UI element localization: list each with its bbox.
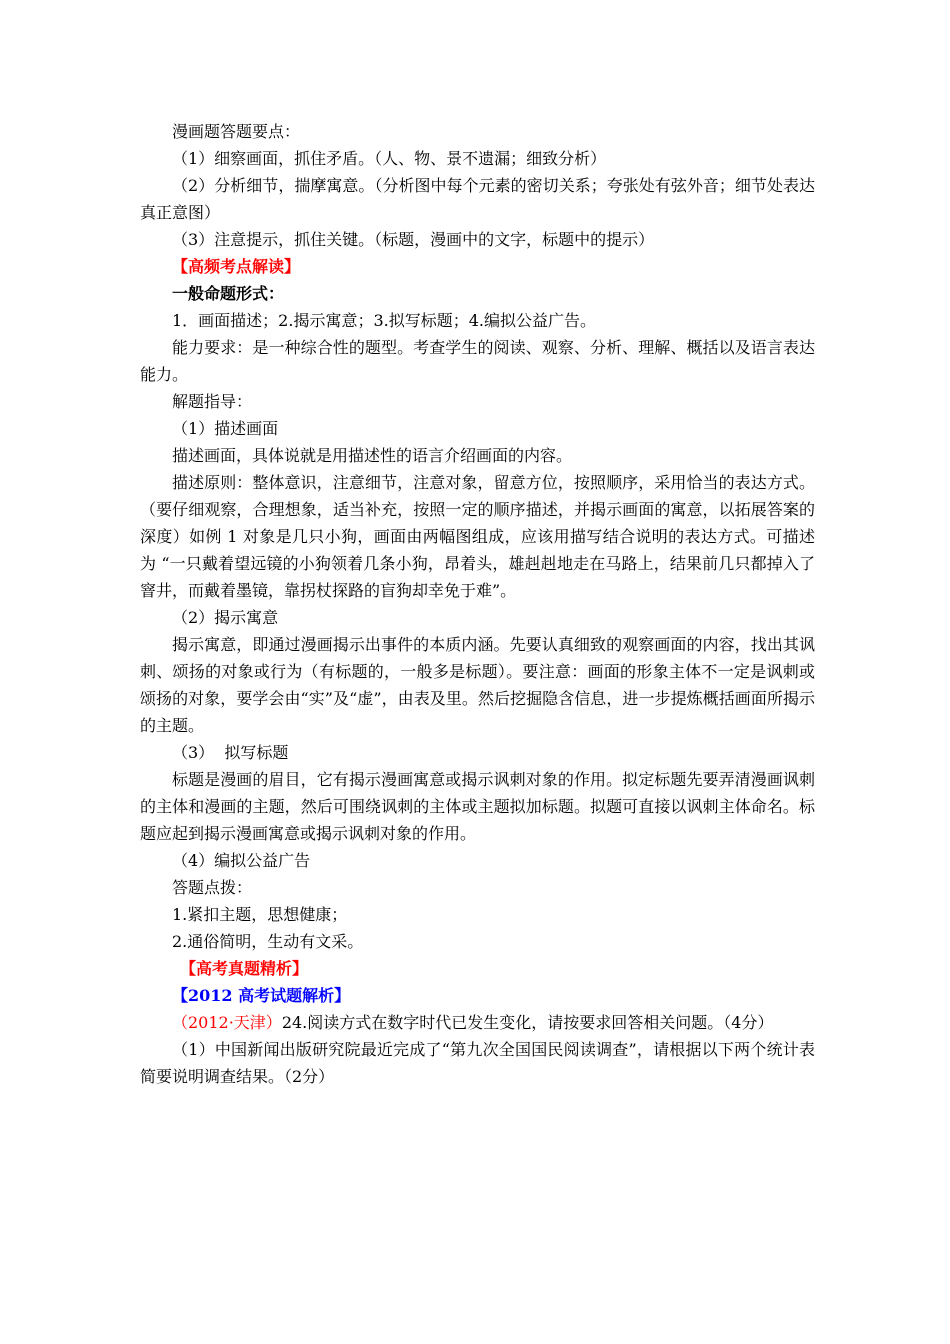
step4-title: （4）编拟公益广告 [172,851,311,870]
question-text: 24.阅读方式在数字时代已发生变化，请按要求回答相关问题。（4分） [281,1013,774,1032]
tips-heading: 答题点拨： [172,878,253,897]
question-sub-1: （1）中国新闻出版研究院最近完成了“第九次全国国民阅读调查”，请根据以下两个统计表简要说明调查结果。（2分） [140,1040,815,1086]
tip-2: 2.通俗简明，生动有文采。 [172,932,364,951]
question-source: （2012·天津） [172,1013,282,1032]
form-heading: 一般命题形式： [172,284,285,303]
intro-heading: 漫画题答题要点： [172,122,301,141]
step3-paragraph-1: 标题是漫画的眉目，它有揭示漫画寓意或揭示讽刺对象的作用。拟定标题先要弄清漫画讽刺的主体和漫画的主题，然后可围绕讽刺的主体或主题拟加标题。拟题可直接以讽刺主体命名。标题应起到揭示漫画寓意或揭示讽刺对象的作用。 [140,770,815,843]
section-title-high-frequency: 【高频考点解读】 [172,257,301,276]
step3-title: （3） 拟写标题 [172,743,289,762]
section-title-exam-analysis: 【高考真题精析】 [180,959,309,978]
step1-title: （1）描述画面 [172,419,279,438]
step1-paragraph-1: 描述画面，具体说就是用描述性的语言介绍画面的内容。 [172,446,573,465]
intro-point-1: （1）细察画面，抓住矛盾。（人、物、景不遗漏；细致分析） [172,149,607,168]
ability-requirement: 能力要求：是一种综合性的题型。考查学生的阅读、观察、分析、理解、概括以及语言表达能力。 [140,338,815,384]
section-subtitle-2012: 【2012 高考试题解析】 [172,986,351,1005]
intro-point-2: （2）分析细节，揣摩寓意。（分析图中每个元素的密切关系；夸张处有弦外音；细节处表达真正意图） [140,176,815,222]
question-24 [140,1009,815,1036]
document-page [140,118,815,1090]
guide-heading: 解题指导： [172,392,253,411]
intro-point-3: （3）注意提示，抓住关键。（标题，漫画中的文字，标题中的提示） [172,230,655,249]
step2-paragraph-1: 揭示寓意，即通过漫画揭示出事件的本质内涵。先要认真细致的观察画面的内容，找出其讽刺、颂扬的对象或行为（有标题的，一般多是标题）。要注意：画面的形象主体不一定是讽刺或颂扬的对象，要学会由“实”及“虚”，由表及里。然后挖掘隐含信息，进一步提炼概括画面所揭示的主题。 [140,635,815,735]
step2-title: （2）揭示寓意 [172,608,279,627]
forms-list: 1．画面描述；2.揭示寓意；3.拟写标题；4.编拟公益广告。 [172,311,596,330]
step1-paragraph-2: 描述原则：整体意识，注意细节，注意对象，留意方位，按照顺序，采用恰当的表达方式。（要仔细观察，合理想象，适当补充，按照一定的顺序描述，并揭示画面的寓意，以拓展答案的深度）如例 1 对象是几只小狗，画面由两幅图组成，应该用描写结合说明的表达方式。可描述为 “一只戴着望远镜的小狗领着几条小狗，昂着头，雄赳赳地走在马路上，结果前几只都掉入了窨井，而戴着墨镜，靠拐杖探路的盲狗却幸免于难”。 [140,473,815,600]
tip-1: 1.紧扣主题，思想健康； [172,905,348,924]
